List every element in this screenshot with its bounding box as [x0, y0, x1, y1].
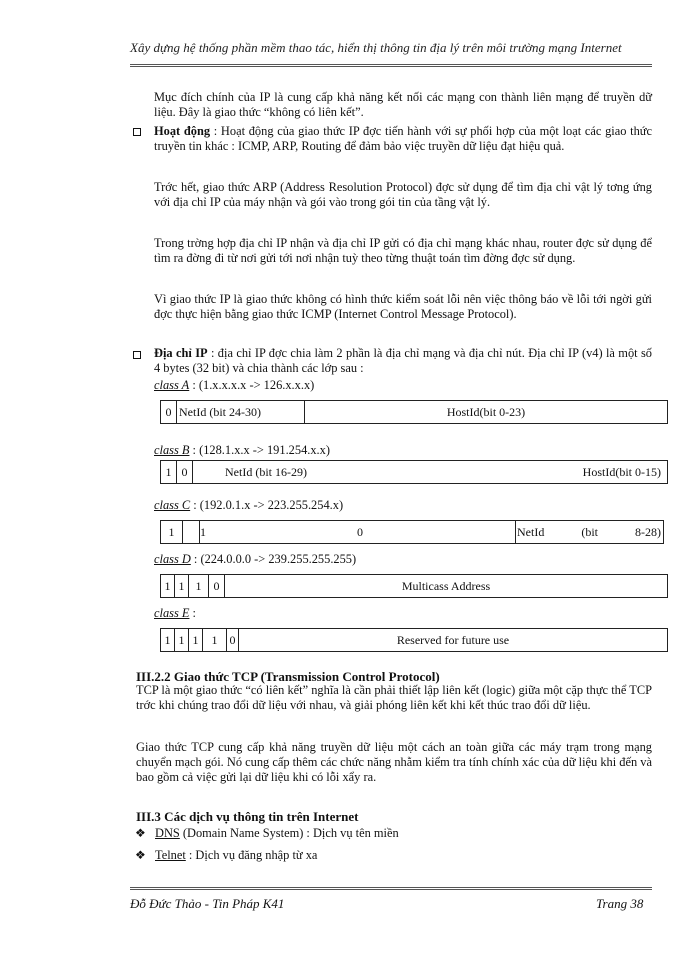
class-c-cell	[183, 521, 199, 543]
class-c-label	[154, 498, 343, 513]
class-e-cell: 0	[227, 629, 239, 651]
page-number: Trang 38	[596, 896, 644, 911]
class-d-cell: 0	[209, 575, 225, 597]
paragraph-arp: Trớc hết, giao thức ARP (Address Resolution Protocol) đợc sử dụng để tìm địa chỉ vật lý tơng ứng với địa chỉ IP của máy nhận và gói vào trong gói tin của tầng vật lý.	[154, 180, 652, 209]
class-b-label	[154, 443, 330, 458]
class-c-cell: NetId	[517, 524, 545, 539]
class-e-range: :	[189, 606, 196, 620]
class-b-fields	[193, 461, 667, 483]
class-c-cell: 0	[357, 524, 363, 539]
term-hoat-dong: Hoạt động	[154, 124, 211, 138]
square-bullet-icon	[133, 351, 141, 359]
class-b-table	[160, 460, 668, 484]
class-a-label	[154, 378, 314, 393]
paragraph-dia-chi-ip	[154, 346, 652, 376]
heading-services: III.3 Các dịch vụ thông tin trên Internet	[136, 809, 359, 824]
class-d-table	[160, 574, 668, 598]
class-b-cell: 0	[177, 461, 193, 483]
class-b-name: class B	[154, 443, 190, 457]
class-a-cell: NetId (bit 24-30)	[177, 401, 305, 423]
class-e-label	[154, 606, 196, 621]
class-d-cell: 1	[189, 575, 209, 597]
class-c-name: class C	[154, 498, 191, 512]
class-a-cell: 0	[161, 401, 177, 423]
class-a-cell: HostId(bit 0-23)	[446, 404, 526, 419]
class-d-cell: 1	[175, 575, 189, 597]
class-a-table	[160, 400, 668, 424]
heading-tcp: III.2.2 Giao thức TCP (Transmission Control Protocol)	[136, 669, 440, 684]
hoat-dong-text: : Hoạt động của giao thức IP đợc tiến hành với sự phối hợp của một loạt các giao thức truyền tin khác : ICMP, ARP, Routing để đảm bảo việc truyền dữ liệu đạt hiệu quả.	[154, 124, 652, 153]
diamond-bullet-icon: ❖	[135, 826, 146, 840]
square-bullet-icon	[133, 128, 141, 136]
class-c-table	[160, 520, 664, 544]
service-name[interactable]: DNS	[155, 826, 180, 840]
header-rule	[130, 64, 652, 67]
class-e-cell: 1	[189, 629, 203, 651]
service-item-dns	[155, 826, 635, 841]
class-d-label	[154, 552, 356, 567]
service-item-telnet	[155, 848, 635, 863]
class-b-range: : (128.1.x.x -> 191.254.x.x)	[189, 443, 330, 457]
class-d-cell: Multicass Address	[401, 578, 491, 593]
paragraph-ip-purpose: Mục đích chính của IP là cung cấp khả năng kết nối các mạng con thành liên mạng để truyền dữ liệu. Đây là giao thức “không có liên kết”.	[154, 90, 652, 119]
paragraph-hoat-dong	[154, 124, 652, 154]
footer-author: Đỗ Đức Thảo - Tin Pháp K41	[130, 896, 285, 911]
paragraph-router: Trong trờng hợp địa chỉ IP nhận và địa chỉ IP gửi có địa chỉ mạng khác nhau, router đợc sử dụng để tìm ra đờng đi từ nơi gửi tới nơi nhận tuỳ theo từng thuật toán tìm đờng đợc sử dụng.	[154, 236, 652, 265]
class-c-fields	[517, 521, 663, 543]
class-d-name: class D	[154, 552, 191, 566]
class-c-cell: (bit	[581, 524, 598, 539]
term-dia-chi-ip: Địa chỉ IP	[154, 346, 208, 360]
diamond-bullet-icon: ❖	[135, 848, 146, 862]
class-a-name: class A	[154, 378, 190, 392]
footer-rule	[130, 887, 652, 890]
dia-chi-ip-text: : địa chỉ IP đợc chia làm 2 phần là địa chỉ mạng và địa chỉ nút. Địa chỉ IP (v4) là một số 4 bytes (32 bit) và chia thành các lớp sau :	[154, 346, 652, 375]
class-b-cell: HostId(bit 0-15)	[582, 464, 661, 479]
class-d-range: : (224.0.0.0 -> 239.255.255.255)	[190, 552, 357, 566]
paragraph-icmp: Vì giao thức IP là giao thức không có hình thức kiểm soát lỗi nên việc thông báo về lỗi tới ngời gửi đợc thực hiện bằng giao thức ICMP (Internet Control Message Protocol).	[154, 292, 652, 321]
class-e-table	[160, 628, 668, 652]
class-e-cell: Reserved for future use	[396, 632, 510, 647]
page-header: Xây dựng hệ thống phần mềm thao tác, hiển thị thông tin địa lý trên môi trường mạng Internet	[130, 40, 622, 55]
class-e-cell: 1	[203, 629, 227, 651]
class-c-cell: 1	[161, 521, 183, 543]
service-desc: (Domain Name System) : Dịch vụ tên miền	[179, 826, 399, 840]
class-d-cell: 1	[161, 575, 175, 597]
class-e-name: class E	[154, 606, 190, 620]
class-c-cell: 1	[199, 521, 205, 543]
class-b-cell: NetId (bit 16-29)	[225, 464, 307, 479]
class-c-range: : (192.0.1.x -> 223.255.254.x)	[190, 498, 344, 512]
paragraph-tcp-reliability: Giao thức TCP cung cấp khả năng truyền dữ liệu một cách an toàn giữa các máy trạm trong mạng chuyển mạch gói. Nó cung cấp thêm các chức năng nhằm kiểm tra tính chính xác của dữ liệu khi đến và bao gồm cả việc gửi lại dữ liệu khi có lỗi xẩy ra.	[136, 740, 652, 784]
service-name[interactable]: Telnet	[155, 848, 186, 862]
class-e-cell: 1	[175, 629, 189, 651]
class-e-cell: 1	[161, 629, 175, 651]
paragraph-tcp-connection: TCP là một giao thức “có liên kết” nghĩa là cần phải thiết lập liên kết (logic) giữa một cặp thực thể TCP trớc khi chúng trao đổi dữ liệu với nhau, và giải phóng liên kết khi kết thúc trao đổi dữ liệu.	[136, 683, 652, 712]
class-b-cell: 1	[161, 461, 177, 483]
class-a-range: : (1.x.x.x.x -> 126.x.x.x)	[189, 378, 315, 392]
class-c-cell: 8-28)	[635, 524, 661, 539]
service-desc: : Dịch vụ đăng nhập từ xa	[185, 848, 318, 862]
